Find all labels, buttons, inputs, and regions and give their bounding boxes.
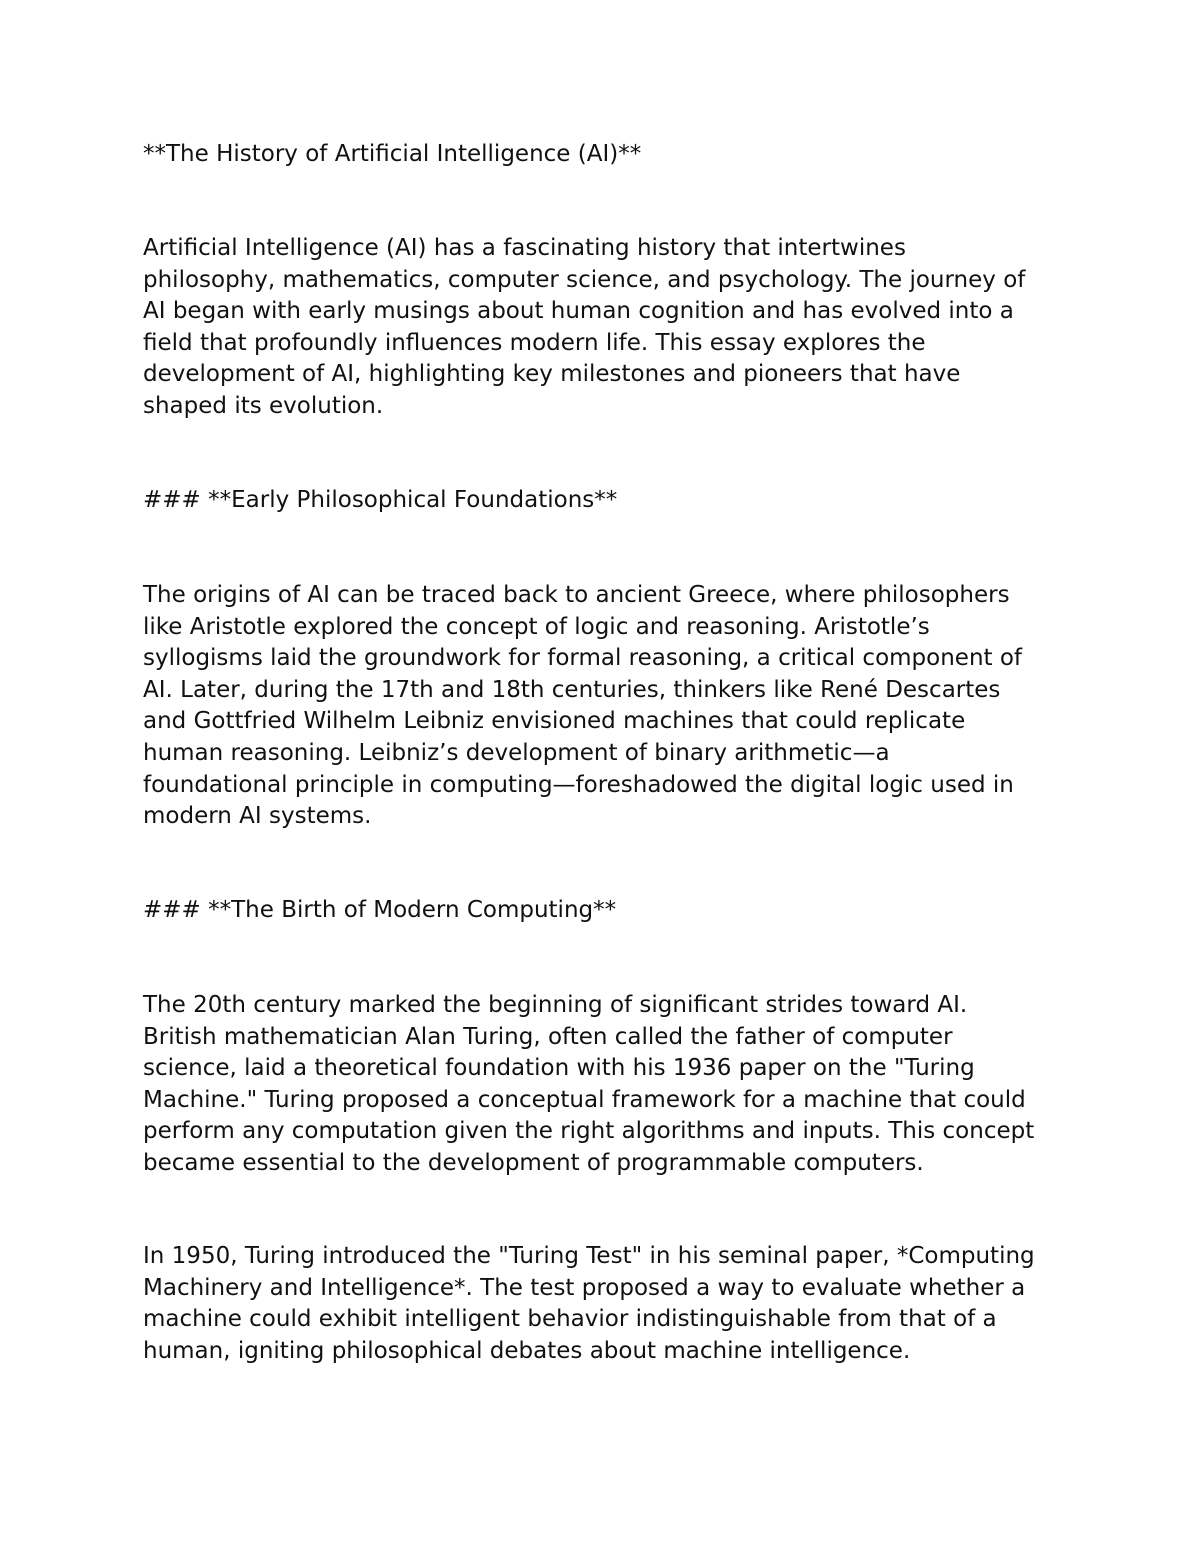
intro-paragraph: Artificial Intelligence (AI) has a fascinating history that intertwines philosophy, mathematics, computer science, and psychology. The journey of AI began with early musings about human cognition and has evolved into a field that profoundly influences modern life. This essay explores the development of AI, highlighting key milestones and pioneers that have shaped its evolution.: [143, 235, 1026, 419]
section-heading-early-philosophical-foundations: ### **Early Philosophical Foundations**: [143, 487, 618, 513]
modern-computing-paragraph: The 20th century marked the beginning of significant strides toward AI. British mathematician Alan Turing, often called the father of computer science, laid a theoretical foundation with his 1936 paper on the "Turing Machine." Turing proposed a conceptual framework for a machine that could perform any computation given the right algorithms and inputs. This concept became essential to the development of programmable computers.: [143, 992, 1035, 1176]
document-title: **The History of Artificial Intelligence (AI)**: [143, 141, 642, 167]
turing-test-paragraph: In 1950, Turing introduced the "Turing Test" in his seminal paper, *Computing Machinery and Intelligence*. The test proposed a way to evaluate whether a machine could exhibit intelligent behavior indistinguishable from that of a human, igniting philosophical debates about machine intelligence.: [143, 1243, 1035, 1364]
section-heading-birth-of-modern-computing: ### **The Birth of Modern Computing**: [143, 897, 617, 923]
philosophical-foundations-paragraph: The origins of AI can be traced back to ancient Greece, where philosophers like Aristotle explored the concept of logic and reasoning. Aristotle’s syllogisms laid the groundwork for formal reasoning, a critical component of AI. Later, during the 17th and 18th centuries, thinkers like René Descartes and Gottfried Wilhelm Leibniz envisioned machines that could replicate human reasoning. Leibniz’s development of binary arithmetic—a foundational principle in computing—foreshadowed the digital logic used in modern AI systems.: [143, 582, 1023, 830]
